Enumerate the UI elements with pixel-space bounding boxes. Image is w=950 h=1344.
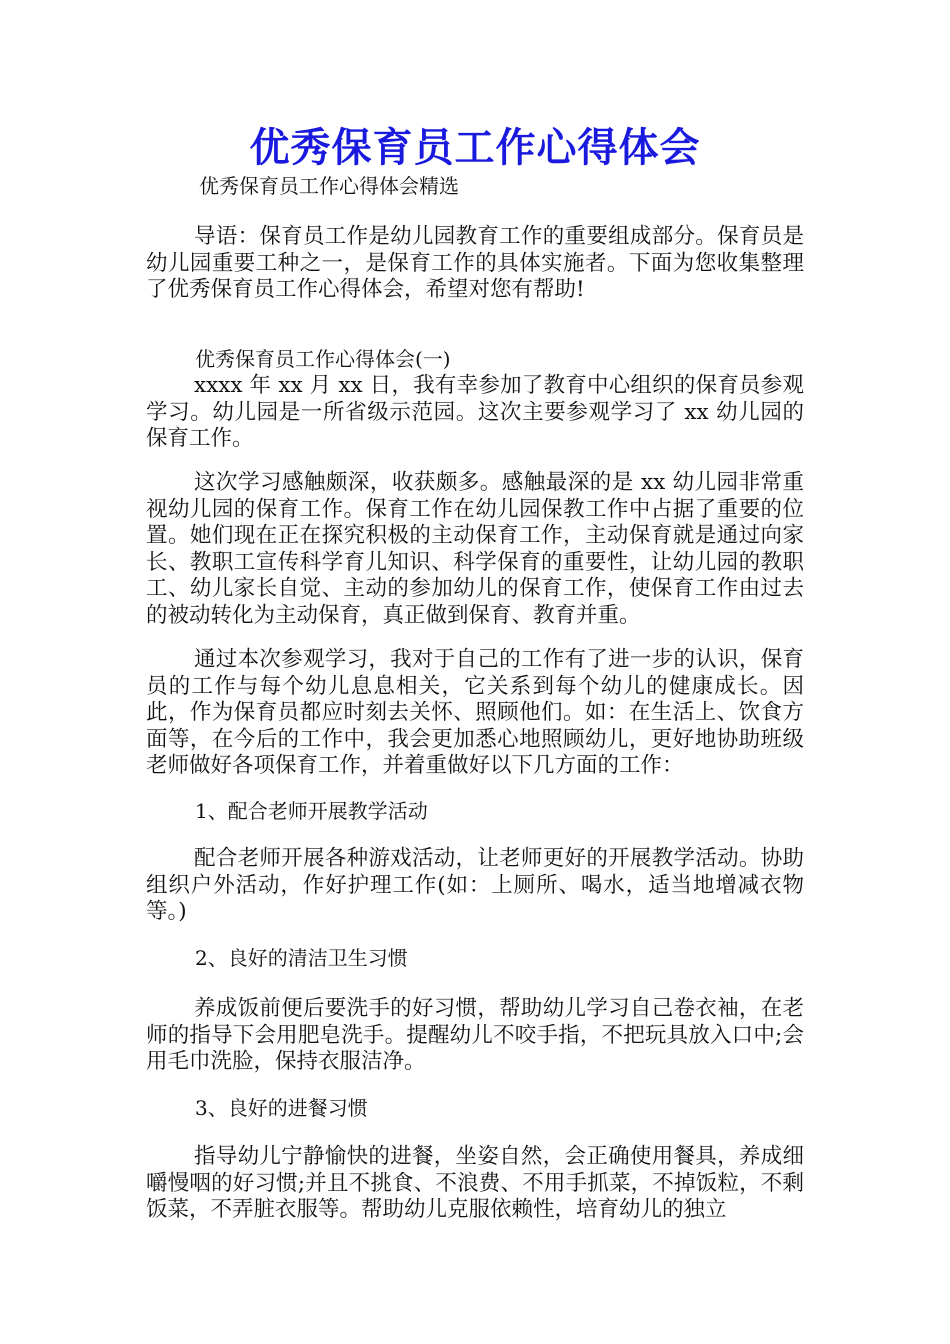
paragraph-1: xxxx 年 xx 月 xx 日，我有幸参加了教育中心组织的保育员参观学习。幼儿园是一所省级示范园。这次主要参观学习了 xx 幼儿园的保育工作。 [146, 373, 804, 451]
list-item-3-heading: 3、良好的进餐习惯 [195, 1096, 368, 1120]
intro-paragraph: 导语：保育员工作是幼儿园教育工作的重要组成部分。保育员是幼儿园重要工种之一，是保育工作的具体实施者。下面为您收集整理了优秀保育员工作心得体会，希望对您有帮助! [146, 224, 804, 302]
paragraph-6: 指导幼儿宁静愉快的进餐，坐姿自然，会正确使用餐具，养成细嚼慢咽的好习惯;并且不挑食、不浪费、不用手抓菜，不掉饭粒，不剩饭菜，不弄脏衣服等。帮助幼儿克服依赖性，培育幼儿的独立 [146, 1144, 804, 1222]
document-title: 优秀保育员工作心得体会 [249, 125, 701, 171]
paragraph-2: 这次学习感触颇深，收获颇多。感触最深的是 xx 幼儿园非常重视幼儿园的保育工作。保育工作在幼儿园保教工作中占据了重要的位置。她们现在正在探究积极的主动保育工作，主动保育就是通过向家长、教职工宣传科学育儿知识、科学保育的重要性，让幼儿园的教职工、幼儿家长自觉、主动的参加幼儿的保育工作，使保育工作由过去的被动转化为主动保育，真正做到保育、教育并重。 [146, 470, 804, 628]
list-item-1-heading: 1、配合老师开展教学活动 [195, 799, 428, 823]
document-subtitle: 优秀保育员工作心得体会精选 [199, 174, 459, 198]
paragraph-5: 养成饭前便后要洗手的好习惯，帮助幼儿学习自己卷衣袖，在老师的指导下会用肥皂洗手。提醒幼儿不咬手指，不把玩具放入口中;会用毛巾洗脸，保持衣服洁净。 [146, 996, 804, 1074]
paragraph-4: 配合老师开展各种游戏活动，让老师更好的开展教学活动。协助组织户外活动，作好护理工作(如：上厕所、喝水，适当地增减衣物等。) [146, 846, 804, 924]
section-heading: 优秀保育员工作心得体会(一) [195, 347, 451, 371]
list-item-2-heading: 2、良好的清洁卫生习惯 [195, 946, 408, 970]
paragraph-3: 通过本次参观学习，我对于自己的工作有了进一步的认识，保育员的工作与每个幼儿息息相关，它关系到每个幼儿的健康成长。因此，作为保育员都应时刻去关怀、照顾他们。如：在生活上、饮食方面等，在今后的工作中，我会更加悉心地照顾幼儿，更好地协助班级老师做好各项保育工作，并着重做好以下几方面的工作： [146, 647, 804, 778]
